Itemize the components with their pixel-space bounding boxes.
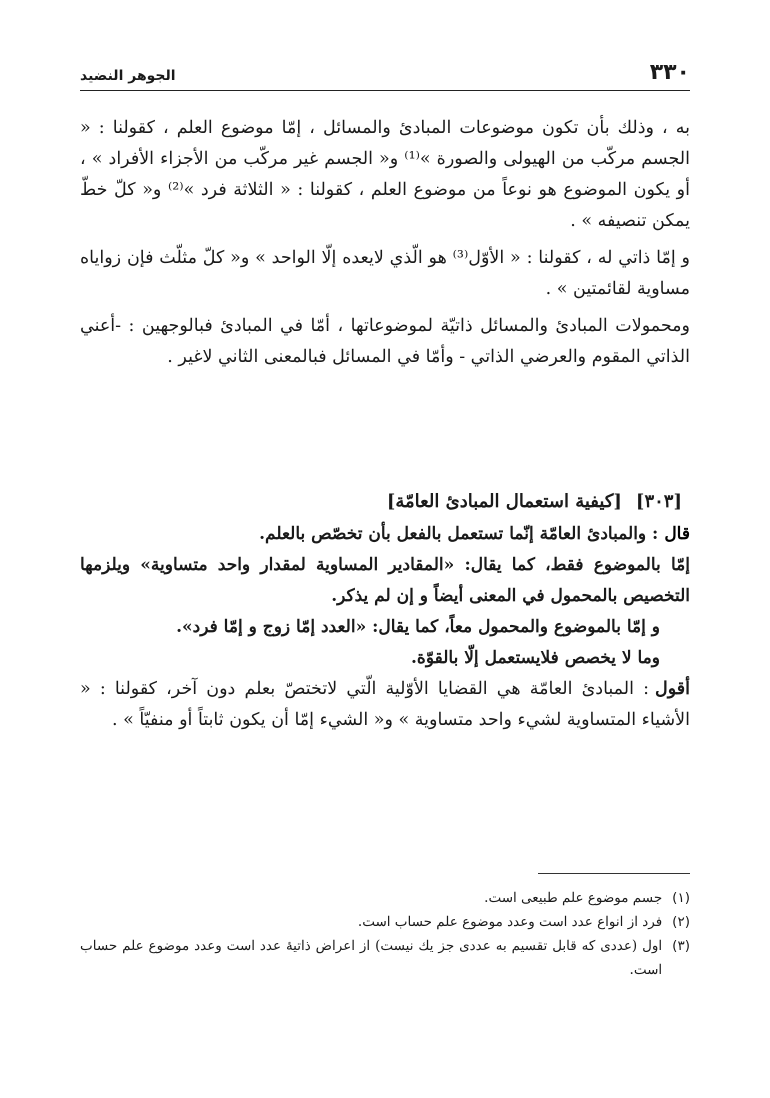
aqulu-label: أقول bbox=[655, 679, 690, 699]
section-heading bbox=[80, 485, 690, 519]
qala-label: قال bbox=[664, 524, 690, 544]
section-number: [٣٠٣] bbox=[635, 491, 682, 512]
bold-line-1: إمّا بالموضوع فقط، كما يقال: «المقادير المساوية لمقدار واحد متساوية» ويلزمها التخصيص بالمحمول في المعنى أيضاً و إن لم يذكر. bbox=[80, 555, 690, 606]
page-number: ٣٣٠ bbox=[649, 60, 690, 85]
paragraph-2: و إمّا ذاتي له ، كقولنا : « الأوّل⁽³⁾ هو الّذي لايعده إلّا الواحد » و« كلّ مثلّث فإن زواياه مساوية لقائمتين » . bbox=[80, 248, 690, 299]
section-title: [كيفية استعمال المبادئ العامّة] bbox=[386, 491, 622, 512]
footnote-divider bbox=[538, 873, 690, 874]
qala-paragraph bbox=[80, 519, 690, 550]
bold-line-2: و إمّا بالموضوع والمحمول معاً، كما يقال: «العدد إمّا زوج و إمّا فرد». bbox=[176, 617, 660, 637]
footnote-text: جسم موضوع علم طبيعى است. bbox=[484, 890, 663, 906]
footnote-2 bbox=[80, 910, 690, 934]
footnote-text: فرد از انواع عدد است وعدد موضوع علم حساب است. bbox=[357, 914, 663, 930]
section-303 bbox=[80, 485, 690, 736]
book-title: الجوهر النضيد bbox=[80, 68, 176, 84]
aqulu-text: : المبادئ العامّة هي القضايا الأوّلية الّتي لاتختصّ بعلم دون آخر، كقولنا : « الأشياء المتساوية لشيء واحد متساوية » و« الشيء إمّا أن يكون ثابتاً أو منفيّاً » . bbox=[80, 679, 690, 730]
running-header bbox=[80, 60, 690, 91]
footnote-number: (٣) bbox=[672, 938, 690, 954]
paragraph-1: به ، وذلك بأن تكون موضوعات المبادئ والمسائل ، إمّا موضوع العلم ، كقولنا : « الجسم مركّب من الهيولى والصورة »⁽¹⁾ و« الجسم غير مركّب من الأجزاء الأفراد » ، أو يكون الموضوع هو نوعاً من موضوع العلم ، كقولنا : « الثلاثة فرد »⁽²⁾ و« كلّ خطّ يمكن تنصيفه » . bbox=[80, 118, 690, 231]
footnote-3 bbox=[80, 934, 690, 982]
qala-text: : والمبادئ العامّة إنّما تستعمل بالفعل بأن تخصّص بالعلم. bbox=[259, 524, 659, 544]
bold-line-3: وما لا يخصص فلايستعمل إلّا بالقوّة. bbox=[411, 648, 660, 668]
paragraph-3: ومحمولات المبادئ والمسائل ذاتيّة لموضوعاتها ، أمّا في المبادئ فبالوجهين : -أعني الذاتي المقوم والعرضي الذاتي - وأمّا في المسائل فبالمعنى الثاني لاغير . bbox=[80, 316, 690, 367]
main-text bbox=[80, 113, 690, 373]
footnote-number: (٢) bbox=[672, 914, 690, 930]
footnote-number: (١) bbox=[672, 890, 690, 906]
aqulu-paragraph bbox=[80, 674, 690, 736]
footnotes bbox=[80, 886, 690, 982]
footnote-text: اول (عددى كه قابل تقسيم به عددى جز يك نيست) از اعراض ذاتيهٔ عدد است وعدد موضوع علم حساب است. bbox=[80, 938, 663, 978]
footnote-1 bbox=[80, 886, 690, 910]
